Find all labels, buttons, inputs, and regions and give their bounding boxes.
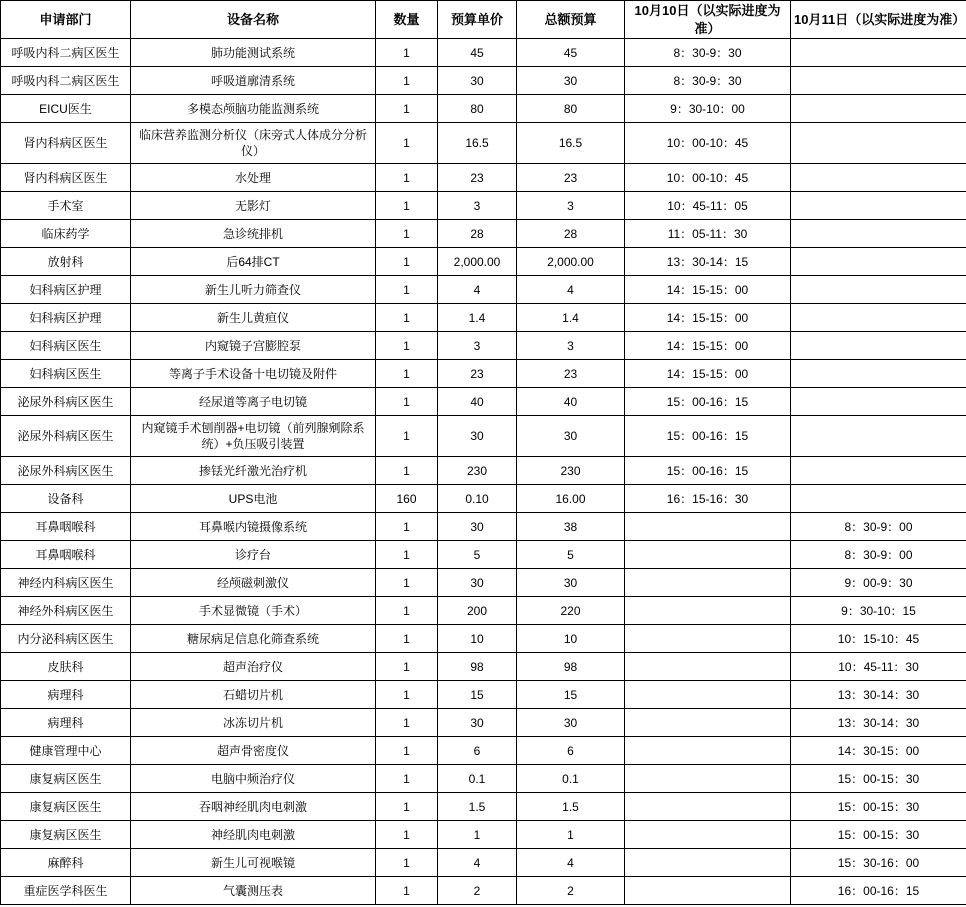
- cell-unit: 1.5: [438, 793, 517, 821]
- cell-qty: 1: [376, 164, 438, 192]
- table-row: [1, 569, 966, 597]
- cell-dept: 妇科病区护理: [1, 276, 131, 304]
- cell-unit: 4: [438, 849, 517, 877]
- cell-total: 1: [517, 821, 625, 849]
- cell-device: 冰冻切片机: [131, 709, 376, 737]
- cell-unit: 5: [438, 541, 517, 569]
- cell-unit: 45: [438, 39, 517, 67]
- cell-total: 220: [517, 597, 625, 625]
- cell-total: 5: [517, 541, 625, 569]
- cell-oct11: 9：30-10：15: [791, 597, 966, 625]
- cell-dept: 妇科病区医生: [1, 360, 131, 388]
- table-row: [1, 39, 966, 67]
- cell-oct10: 15：00-16：15: [625, 388, 791, 416]
- table-row: [1, 416, 966, 457]
- cell-oct11: 9：00-9：30: [791, 569, 966, 597]
- cell-device: 呼吸道廓清系统: [131, 67, 376, 95]
- cell-qty: 1: [376, 220, 438, 248]
- table-row: [1, 709, 966, 737]
- table-row: [1, 192, 966, 220]
- cell-qty: 1: [376, 709, 438, 737]
- cell-total: 4: [517, 276, 625, 304]
- cell-device: 临床营养监测分析仪（床旁式人体成分分析仪）: [131, 123, 376, 164]
- cell-dept: 泌尿外科病区医生: [1, 416, 131, 457]
- cell-total: 2: [517, 877, 625, 905]
- cell-total: 2,000.00: [517, 248, 625, 276]
- cell-oct10: 16：15-16：30: [625, 485, 791, 513]
- cell-qty: 1: [376, 821, 438, 849]
- cell-oct10: 14：15-15：00: [625, 360, 791, 388]
- cell-oct11: 14：30-15：00: [791, 737, 966, 765]
- cell-qty: 1: [376, 877, 438, 905]
- cell-oct10: [625, 653, 791, 681]
- cell-oct11: [791, 332, 966, 360]
- cell-qty: 1: [376, 793, 438, 821]
- cell-dept: 呼吸内科二病区医生: [1, 39, 131, 67]
- table-row: [1, 248, 966, 276]
- cell-qty: 1: [376, 849, 438, 877]
- cell-oct11: [791, 304, 966, 332]
- table-body: [1, 39, 966, 905]
- cell-oct11: 8：30-9：00: [791, 513, 966, 541]
- cell-unit: 10: [438, 625, 517, 653]
- cell-qty: 1: [376, 388, 438, 416]
- cell-device: 糖尿病足信息化筛查系统: [131, 625, 376, 653]
- cell-oct10: [625, 513, 791, 541]
- cell-oct10: 8：30-9：30: [625, 67, 791, 95]
- cell-dept: 耳鼻咽喉科: [1, 541, 131, 569]
- cell-oct11: [791, 485, 966, 513]
- cell-dept: 肾内科病区医生: [1, 164, 131, 192]
- cell-dept: 康复病区医生: [1, 821, 131, 849]
- cell-qty: 1: [376, 569, 438, 597]
- cell-dept: 呼吸内科二病区医生: [1, 67, 131, 95]
- cell-dept: 泌尿外科病区医生: [1, 388, 131, 416]
- cell-oct10: 15：00-16：15: [625, 457, 791, 485]
- cell-dept: 内分泌科病区医生: [1, 625, 131, 653]
- cell-qty: 1: [376, 332, 438, 360]
- cell-device: 超声治疗仪: [131, 653, 376, 681]
- cell-oct11: 15：00-15：30: [791, 821, 966, 849]
- cell-device: 内窥镜子宫膨腔泵: [131, 332, 376, 360]
- cell-oct10: [625, 625, 791, 653]
- cell-unit: 30: [438, 569, 517, 597]
- cell-unit: 16.5: [438, 123, 517, 164]
- cell-oct10: [625, 709, 791, 737]
- cell-dept: 神经外科病区医生: [1, 597, 131, 625]
- cell-qty: 1: [376, 653, 438, 681]
- cell-total: 23: [517, 164, 625, 192]
- table-row: [1, 123, 966, 164]
- cell-oct10: 8：30-9：30: [625, 39, 791, 67]
- cell-oct10: 11：05-11：30: [625, 220, 791, 248]
- cell-qty: 1: [376, 276, 438, 304]
- cell-total: 0.1: [517, 765, 625, 793]
- cell-oct11: 10：15-10：45: [791, 625, 966, 653]
- cell-total: 1.4: [517, 304, 625, 332]
- cell-oct11: [791, 39, 966, 67]
- cell-oct10: [625, 597, 791, 625]
- table-row: [1, 457, 966, 485]
- table-row: [1, 597, 966, 625]
- table-row: [1, 625, 966, 653]
- cell-unit: 1: [438, 821, 517, 849]
- cell-total: 30: [517, 709, 625, 737]
- cell-total: 230: [517, 457, 625, 485]
- cell-dept: 临床药学: [1, 220, 131, 248]
- cell-dept: 病理科: [1, 681, 131, 709]
- column-header-total: 总额预算: [517, 1, 625, 39]
- cell-oct11: 15：30-16：00: [791, 849, 966, 877]
- table-row: [1, 877, 966, 905]
- cell-unit: 98: [438, 653, 517, 681]
- column-header-device: 设备名称: [131, 1, 376, 39]
- cell-dept: 妇科病区护理: [1, 304, 131, 332]
- cell-device: 水处理: [131, 164, 376, 192]
- cell-device: 石蜡切片机: [131, 681, 376, 709]
- table-row: [1, 360, 966, 388]
- cell-oct10: [625, 541, 791, 569]
- cell-oct11: [791, 123, 966, 164]
- cell-device: 肺功能测试系统: [131, 39, 376, 67]
- cell-dept: 泌尿外科病区医生: [1, 457, 131, 485]
- cell-qty: 1: [376, 765, 438, 793]
- cell-dept: 病理科: [1, 709, 131, 737]
- table-row: [1, 681, 966, 709]
- cell-qty: 1: [376, 248, 438, 276]
- cell-total: 30: [517, 67, 625, 95]
- table-row: [1, 653, 966, 681]
- cell-oct10: 14：15-15：00: [625, 276, 791, 304]
- cell-oct10: 10：00-10：45: [625, 164, 791, 192]
- cell-device: 无影灯: [131, 192, 376, 220]
- cell-device: 内窥镜手术刨削器+电切镜（前列腺剜除系统）+负压吸引装置: [131, 416, 376, 457]
- cell-total: 10: [517, 625, 625, 653]
- cell-total: 28: [517, 220, 625, 248]
- cell-oct11: [791, 457, 966, 485]
- cell-device: 经颅磁刺激仪: [131, 569, 376, 597]
- column-header-unit: 预算单价: [438, 1, 517, 39]
- table-row: [1, 821, 966, 849]
- cell-device: 诊疗台: [131, 541, 376, 569]
- cell-total: 30: [517, 569, 625, 597]
- cell-oct10: 15：00-16：15: [625, 416, 791, 457]
- cell-qty: 1: [376, 123, 438, 164]
- cell-oct10: [625, 569, 791, 597]
- cell-oct10: 14：15-15：00: [625, 304, 791, 332]
- table-row: [1, 276, 966, 304]
- cell-oct11: [791, 248, 966, 276]
- cell-oct10: [625, 793, 791, 821]
- cell-total: 3: [517, 192, 625, 220]
- cell-oct11: 15：00-15：30: [791, 793, 966, 821]
- cell-oct11: 16：00-16：15: [791, 877, 966, 905]
- cell-oct10: [625, 681, 791, 709]
- table-row: [1, 332, 966, 360]
- column-header-dept: 申请部门: [1, 1, 131, 39]
- cell-total: 4: [517, 849, 625, 877]
- cell-qty: 1: [376, 67, 438, 95]
- cell-total: 16.5: [517, 123, 625, 164]
- cell-device: 经尿道等离子电切镜: [131, 388, 376, 416]
- cell-dept: 皮肤科: [1, 653, 131, 681]
- cell-device: 新生儿黄疸仪: [131, 304, 376, 332]
- cell-device: UPS电池: [131, 485, 376, 513]
- cell-qty: 1: [376, 416, 438, 457]
- cell-dept: 放射科: [1, 248, 131, 276]
- cell-device: 手术显微镜（手术）: [131, 597, 376, 625]
- cell-device: 等离子手术设备十电切镜及附件: [131, 360, 376, 388]
- cell-total: 1.5: [517, 793, 625, 821]
- cell-total: 45: [517, 39, 625, 67]
- cell-oct11: [791, 276, 966, 304]
- cell-total: 3: [517, 332, 625, 360]
- cell-total: 6: [517, 737, 625, 765]
- cell-unit: 30: [438, 709, 517, 737]
- cell-qty: 1: [376, 360, 438, 388]
- cell-device: 神经肌肉电刺激: [131, 821, 376, 849]
- cell-unit: 0.1: [438, 765, 517, 793]
- cell-qty: 1: [376, 737, 438, 765]
- cell-device: 气囊测压表: [131, 877, 376, 905]
- table-row: [1, 304, 966, 332]
- cell-unit: 15: [438, 681, 517, 709]
- cell-unit: 30: [438, 67, 517, 95]
- cell-device: 新生儿听力筛查仪: [131, 276, 376, 304]
- cell-device: 后64排CT: [131, 248, 376, 276]
- cell-total: 16.00: [517, 485, 625, 513]
- cell-oct11: [791, 388, 966, 416]
- column-header-oct11: 10月11日（以实际进度为准）: [791, 1, 966, 39]
- cell-dept: 耳鼻咽喉科: [1, 513, 131, 541]
- cell-qty: 1: [376, 541, 438, 569]
- table-header-row: [1, 1, 966, 39]
- cell-qty: 1: [376, 457, 438, 485]
- cell-oct11: [791, 360, 966, 388]
- cell-oct11: 15：00-15：30: [791, 765, 966, 793]
- cell-oct11: [791, 164, 966, 192]
- cell-unit: 2,000.00: [438, 248, 517, 276]
- cell-total: 23: [517, 360, 625, 388]
- cell-device: 超声骨密度仪: [131, 737, 376, 765]
- cell-oct11: [791, 220, 966, 248]
- cell-oct10: 10：45-11：05: [625, 192, 791, 220]
- cell-dept: 神经内科病区医生: [1, 569, 131, 597]
- cell-dept: 妇科病区医生: [1, 332, 131, 360]
- cell-unit: 4: [438, 276, 517, 304]
- cell-oct11: 10：45-11：30: [791, 653, 966, 681]
- cell-qty: 1: [376, 681, 438, 709]
- column-header-qty: 数量: [376, 1, 438, 39]
- cell-oct11: [791, 95, 966, 123]
- cell-oct10: [625, 821, 791, 849]
- cell-unit: 1.4: [438, 304, 517, 332]
- cell-oct10: 13：30-14：15: [625, 248, 791, 276]
- cell-unit: 23: [438, 360, 517, 388]
- cell-device: 新生儿可视喉镜: [131, 849, 376, 877]
- cell-unit: 40: [438, 388, 517, 416]
- cell-device: 多模态颅脑功能监测系统: [131, 95, 376, 123]
- cell-qty: 1: [376, 39, 438, 67]
- cell-oct11: [791, 67, 966, 95]
- cell-oct10: 14：15-15：00: [625, 332, 791, 360]
- cell-device: 耳鼻喉内镜摄像系统: [131, 513, 376, 541]
- cell-unit: 200: [438, 597, 517, 625]
- cell-dept: 设备科: [1, 485, 131, 513]
- table-row: [1, 513, 966, 541]
- table-row: [1, 849, 966, 877]
- cell-oct10: 10：00-10：45: [625, 123, 791, 164]
- cell-total: 30: [517, 416, 625, 457]
- table-row: [1, 388, 966, 416]
- cell-oct10: [625, 849, 791, 877]
- cell-dept: 健康管理中心: [1, 737, 131, 765]
- cell-dept: 康复病区医生: [1, 793, 131, 821]
- cell-qty: 1: [376, 192, 438, 220]
- cell-oct11: [791, 192, 966, 220]
- cell-qty: 160: [376, 485, 438, 513]
- cell-device: 电脑中频治疗仪: [131, 765, 376, 793]
- cell-unit: 3: [438, 192, 517, 220]
- cell-qty: 1: [376, 625, 438, 653]
- table-row: [1, 793, 966, 821]
- cell-total: 80: [517, 95, 625, 123]
- cell-unit: 6: [438, 737, 517, 765]
- cell-device: 急诊统排机: [131, 220, 376, 248]
- cell-unit: 80: [438, 95, 517, 123]
- cell-dept: 手术室: [1, 192, 131, 220]
- cell-qty: 1: [376, 95, 438, 123]
- cell-dept: 康复病区医生: [1, 765, 131, 793]
- cell-dept: 肾内科病区医生: [1, 123, 131, 164]
- cell-oct10: [625, 877, 791, 905]
- cell-unit: 30: [438, 513, 517, 541]
- table-row: [1, 765, 966, 793]
- column-header-oct10: 10月10日（以实际进度为准）: [625, 1, 791, 39]
- cell-oct10: 9：30-10：00: [625, 95, 791, 123]
- table-row: [1, 541, 966, 569]
- cell-qty: 1: [376, 597, 438, 625]
- cell-oct11: 13：30-14：30: [791, 709, 966, 737]
- cell-unit: 23: [438, 164, 517, 192]
- cell-unit: 30: [438, 416, 517, 457]
- cell-oct11: 8：30-9：00: [791, 541, 966, 569]
- cell-unit: 230: [438, 457, 517, 485]
- cell-total: 40: [517, 388, 625, 416]
- cell-oct10: [625, 765, 791, 793]
- cell-total: 15: [517, 681, 625, 709]
- table-row: [1, 220, 966, 248]
- cell-total: 38: [517, 513, 625, 541]
- cell-dept: 麻醉科: [1, 849, 131, 877]
- cell-unit: 2: [438, 877, 517, 905]
- table-row: [1, 164, 966, 192]
- table-row: [1, 737, 966, 765]
- cell-device: 掺铥光纤激光治疗机: [131, 457, 376, 485]
- table-row: [1, 485, 966, 513]
- cell-dept: 重症医学科医生: [1, 877, 131, 905]
- cell-total: 98: [517, 653, 625, 681]
- cell-oct11: 13：30-14：30: [791, 681, 966, 709]
- table-row: [1, 67, 966, 95]
- cell-oct11: [791, 416, 966, 457]
- cell-qty: 1: [376, 304, 438, 332]
- cell-oct10: [625, 737, 791, 765]
- cell-unit: 28: [438, 220, 517, 248]
- cell-unit: 3: [438, 332, 517, 360]
- cell-unit: 0.10: [438, 485, 517, 513]
- cell-qty: 1: [376, 513, 438, 541]
- table-row: [1, 95, 966, 123]
- cell-device: 吞咽神经肌肉电刺激: [131, 793, 376, 821]
- cell-dept: EICU医生: [1, 95, 131, 123]
